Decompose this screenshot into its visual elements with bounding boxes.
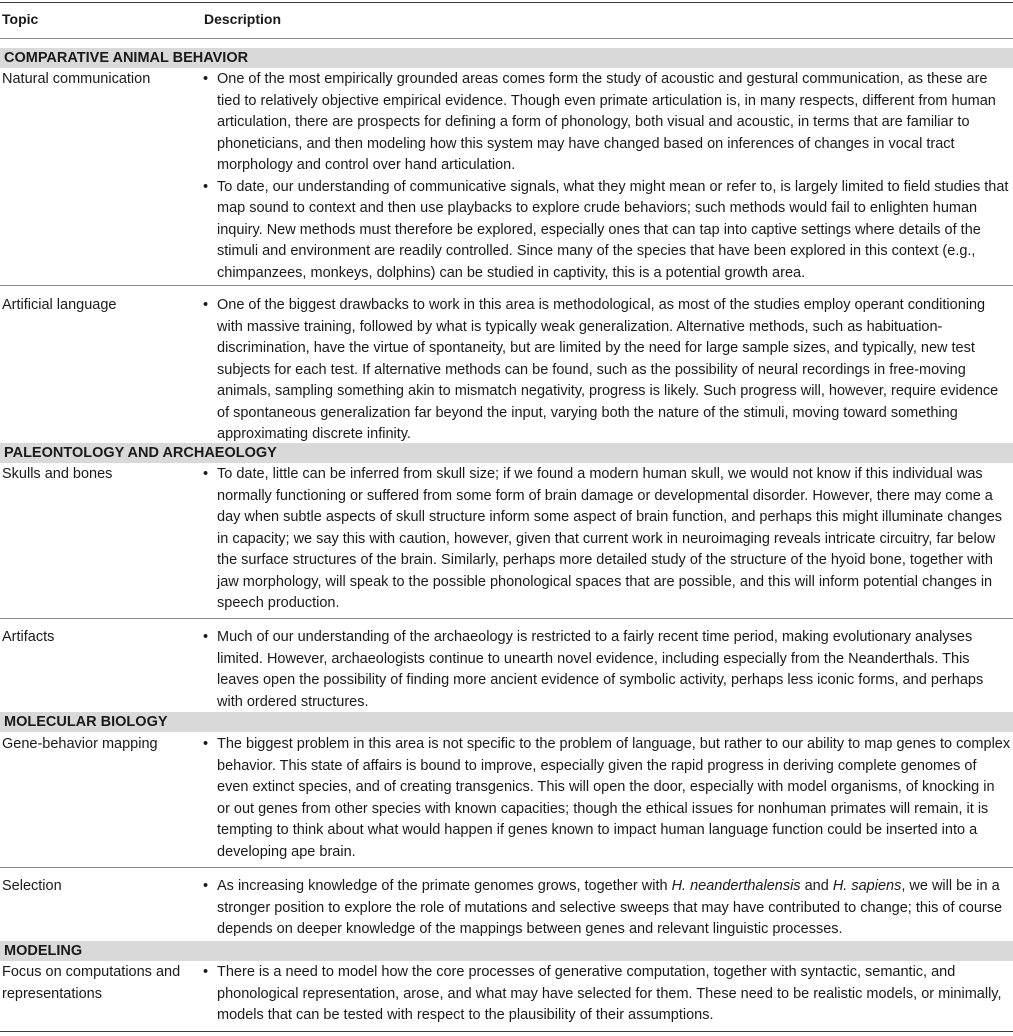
column-header-description: Description (204, 11, 282, 27)
description-cell (203, 295, 1011, 446)
bullet-item: • The biggest problem in this area is not specific to the problem of language, but rather to our ability to map genes to complex behavior. This state of affairs is bound to improve, especially given the rapid progress in deriving complete genomes of even extinct species, and of creating transgenics. This will open the door, especially with model organisms, of knocking in or out genes from other species with known capacities; though the ethical issues for nonhuman primates will remain, it is tempting to think about what would happen if genes known to impact human language function could be inserted into a developing ape brain. (203, 736, 1011, 860)
bullet-item: • There is a need to model how the core processes of generative computation, together with syntactic, semantic, and phonological representation, arose, and what may have selected for them. These need to be realistic models, or minimally, models that can be tested with respect to the plausibility of their assumptions. (203, 964, 1002, 1023)
row-rule (0, 867, 1013, 868)
topic-cell: Gene-behavior mapping (2, 736, 158, 752)
species-name: H. sapiens (832, 878, 902, 894)
bullet-icon: • (203, 629, 209, 645)
bullet-icon: • (203, 466, 209, 482)
table-top-rule (0, 2, 1013, 3)
topic-cell: Focus on computations and representations (2, 964, 181, 1002)
bullet-item: • One of the biggest drawbacks to work in this area is methodological, as most of the studies employ operant conditioning with massive training, followed by what is typically weak generalization. Alternative methods, such as habituation-discrimination, have the virtue of spontaneity, but are limited by the need for large sample sizes, and typically, new test subjects for each test. If alternative methods can be found, such as the possibility of neural recordings in free-moving animals, sampling something akin to mismatch negativity, progress is likely. Such progress will, however, require evidence of spontaneous generalization far beyond the input, varying both the nature of the stimuli, moving toward something approximating discrete infinity. (203, 297, 999, 442)
topic-cell: Natural communication (2, 71, 151, 87)
header-rule (0, 38, 1013, 39)
row-rule (0, 618, 1013, 619)
species-name: H. neanderthalensis (671, 878, 801, 894)
column-header-topic: Topic (2, 11, 39, 27)
description-cell (203, 962, 1011, 1027)
topic-cell: Artificial language (2, 297, 117, 313)
description-cell (203, 876, 1011, 941)
section-heading: COMPARATIVE ANIMAL BEHAVIOR (0, 48, 1013, 68)
bullet-icon: • (203, 878, 209, 894)
description-cell (203, 627, 1011, 713)
description-cell (203, 734, 1011, 863)
table-bottom-rule (0, 1031, 1013, 1032)
section-heading: MOLECULAR BIOLOGY (0, 712, 1013, 732)
section-heading: MODELING (0, 941, 1013, 961)
topic-cell: Artifacts (2, 629, 55, 645)
bullet-item: • Much of our understanding of the archaeology is restricted to a fairly recent time period, making evolutionary analyses limited. However, archaeologists continue to unearth novel evidence, including especially from the Neanderthals. This leaves open the possibility of finding more ancient evidence of symbolic activity, perhaps less iconic forms, and perhaps with ordered structures. (203, 629, 984, 710)
bullet-icon: • (203, 178, 209, 195)
bullet-icon: • (203, 736, 209, 752)
topic-cell: Skulls and bones (2, 466, 113, 482)
description-cell (203, 69, 1011, 284)
bullet-item: • To date, our understanding of communicative signals, what they might mean or refer to, is largely limited to field studies that map sound to context and then use playbacks to explore crude behaviors; such methods would fail to enlighten human inquiry. New methods must therefore be explored, especially ones that can tap into captive settings where details of the stimuli and environment are readily controlled. Since many of the species that have been explored in this context (e.g., chimpanzees, monkeys, dolphins) can be studied in captivity, this is a potential growth area. (203, 178, 1009, 281)
row-rule (0, 285, 1013, 286)
description-cell (203, 464, 1011, 615)
bullet-item: • As increasing knowledge of the primate genomes grows, together with H. neanderthalensis and H. sapiens, we will be in a stronger position to explore the role of mutations and selective sweeps that may have contributed to change; this of course depends on deeper knowledge of the mappings between genes and relevant linguistic processes. (203, 878, 1003, 937)
bullet-icon: • (203, 964, 209, 980)
bullet-icon: • (203, 297, 209, 313)
bullet-icon: • (203, 71, 209, 87)
bullet-item: • To date, little can be inferred from skull size; if we found a modern human skull, we would not know if this individual was normally functioning or suffered from some form of brain damage or developmental disorder. However, there may come a day when subtle aspects of skull structure inform some aspect of brain function, and perhaps this might illuminate changes in capacity; we say this with caution, however, given that current work in neuroimaging reveals intricate circuitry, far below the surface structures of the brain. Similarly, perhaps more detailed study of the structure of the hyoid bone, together with jaw morphology, will speak to the possible phonological spaces that are possible, and this will inform potential changes in speech production. (203, 466, 1003, 611)
section-heading: PALEONTOLOGY AND ARCHAEOLOGY (0, 443, 1013, 463)
topic-cell: Selection (2, 878, 62, 894)
bullet-item: • One of the most empirically grounded areas comes form the study of acoustic and gestural communication, as these are tied to relatively objective empirical evidence. Though even primate articulation is, in many respects, different from human articulation, there are prospects for defining a form of phonology, both visual and acoustic, in terms that are familiar to phoneticians, and then modeling how this system may have changed based on inferences of changes in vocal tract morphology and control over hand articulation. (203, 71, 996, 173)
